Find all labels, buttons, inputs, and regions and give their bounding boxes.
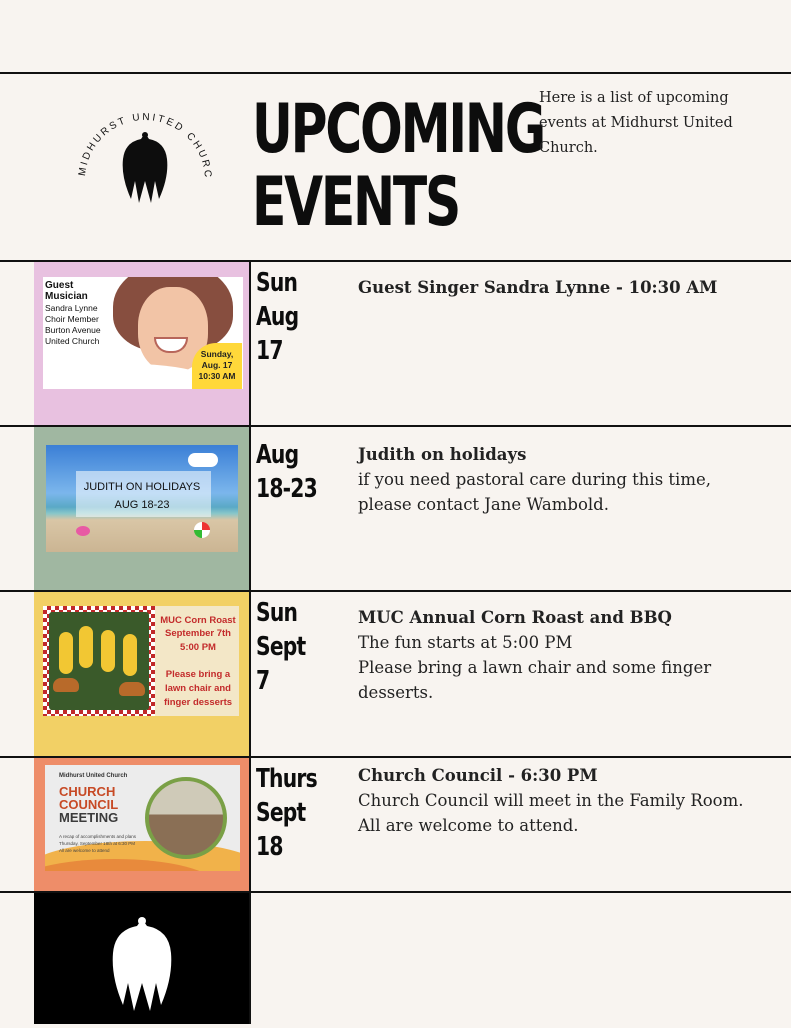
council-meeting-card: Midhurst United Church CHURCH COUNCIL MEETING A recap of accomplishments and plans Thursday, September 18th at 6:30 PM All are welcome to attend: [45, 765, 240, 871]
event-date: Thurs Sept 18: [256, 764, 317, 862]
event-title: Church Council - 6:30 PM: [358, 766, 598, 785]
page-title: UPCOMING EVENTS: [252, 90, 544, 242]
event-details: [358, 605, 768, 705]
event-details: [358, 442, 768, 517]
dove-icon: [34, 893, 249, 1024]
dove-icon: [123, 132, 168, 203]
church-name: MIDHURST UNITED CHURC: [76, 111, 214, 181]
event-details: [358, 275, 768, 300]
event-title: Judith on holidays: [358, 445, 527, 464]
event-date: Aug 18-23: [256, 440, 317, 504]
church-logo: [70, 100, 220, 220]
event-line: Church Council will meet in the Family Room.: [358, 791, 744, 810]
corn-roast-card: MUC Corn Roast September 7th 5:00 PM Please bring a lawn chair and finger desserts: [43, 606, 239, 716]
event-line: The fun starts at 5:00 PM: [358, 633, 573, 652]
flip-flop-icon: [76, 526, 90, 536]
column-divider: [249, 261, 251, 1024]
event-date: Sun Aug 17: [256, 268, 299, 366]
holiday-card: JUDITH ON HOLIDAYS AUG 18-23: [46, 445, 238, 552]
rule-top: [0, 72, 791, 74]
intro-text: Here is a list of upcoming events at Midhurst United Church.: [539, 90, 733, 156]
room-photo: [145, 777, 227, 859]
dove-logo-block: [34, 893, 249, 1024]
date-badge: Sunday, Aug. 17 10:30 AM: [192, 343, 242, 389]
event-title: MUC Annual Corn Roast and BBQ: [358, 608, 672, 627]
guest-musician-card: Guest Musician Sandra Lynne Choir Member Burton Avenue United Church Sunday, Aug. 17 10:30 AM: [43, 277, 243, 389]
event-title: Guest Singer Sandra Lynne - 10:30 AM: [358, 278, 718, 297]
event-date: Sun Sept 7: [256, 598, 306, 696]
beach-ball-icon: [194, 522, 210, 538]
event-line: if you need pastoral care during this time, please contact Jane Wambold.: [358, 470, 711, 514]
event-line: All are welcome to attend.: [358, 816, 579, 835]
event-line: Please bring a lawn chair and some finger desserts.: [358, 658, 712, 702]
event-details: [358, 763, 768, 838]
